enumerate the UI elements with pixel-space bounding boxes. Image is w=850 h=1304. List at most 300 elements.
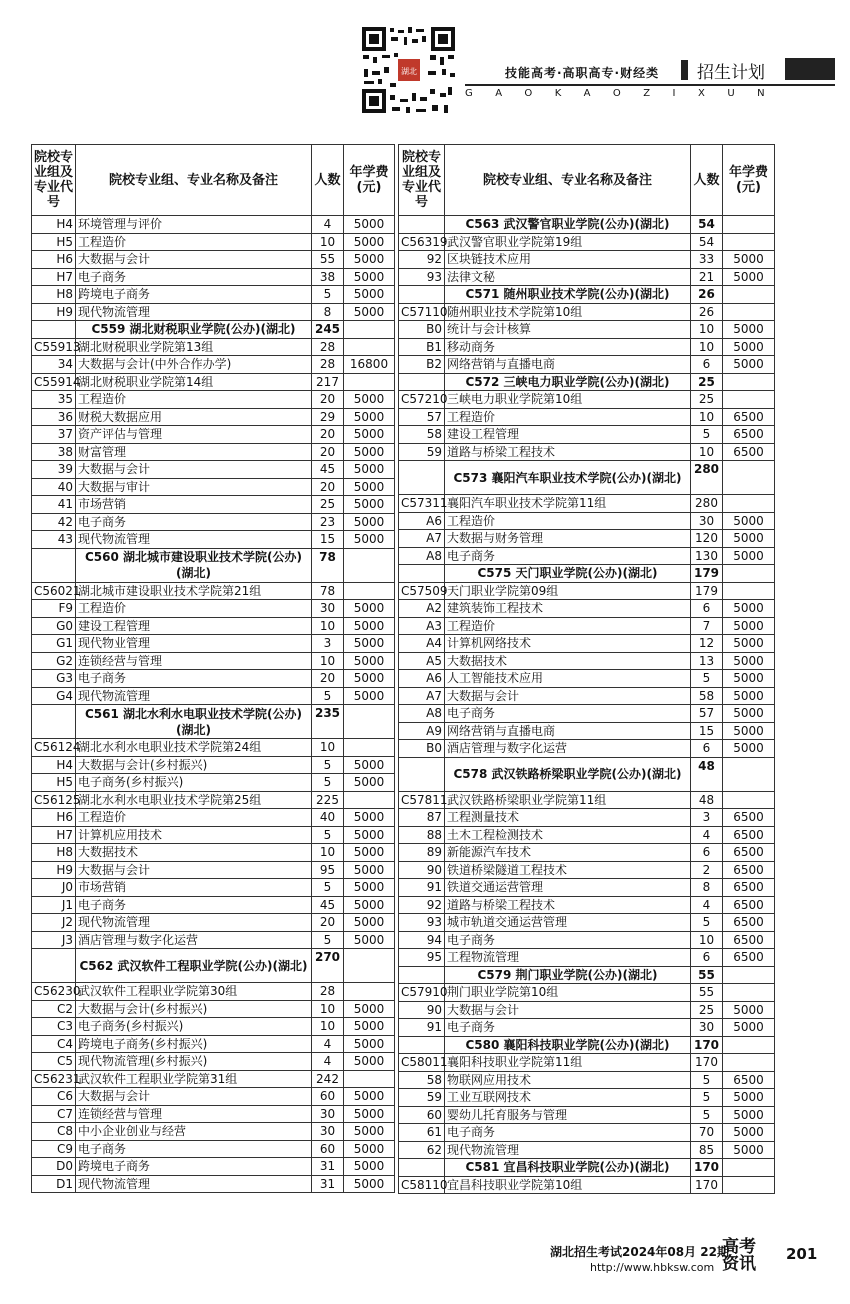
cell-count: 40 [312,809,344,827]
cell-code: C57110 [399,303,445,321]
group-row [32,373,395,391]
cell-fee: 5000 [344,268,395,286]
major-row [32,1053,395,1071]
major-row [32,1158,395,1176]
cell-fee: 5000 [344,303,395,321]
cell-count: 26 [691,286,723,304]
cell-count: 5 [312,687,344,705]
cell-fee: 5000 [723,338,775,356]
cell-fee: 6500 [723,861,775,879]
cell-name: 电子商务(乡村振兴) [76,1018,312,1036]
cell-name: C573 襄阳汽车职业技术学院(公办)(湖北) [445,461,691,495]
cell-name: 财富管理 [76,443,312,461]
cell-count: 38 [312,268,344,286]
cell-fee: 5000 [723,617,775,635]
major-row [32,600,395,618]
cell-name: C575 天门职业学院(公办)(湖北) [445,565,691,583]
cell-name: 武汉铁路桥梁职业学院第11组 [445,791,691,809]
footer-issue: 湖北招生考试2024年08月 22期 [550,1245,729,1259]
cell-name: 移动商务 [445,338,691,356]
cell-fee: 5000 [344,1035,395,1053]
cell-code: C56231 [32,1070,76,1088]
cell-name: 三峡电力职业学院第10组 [445,391,691,409]
major-row [399,1089,775,1107]
major-row [399,617,775,635]
major-row [399,1001,775,1019]
cell-count: 8 [691,879,723,897]
cell-fee [723,582,775,600]
cell-code: C57311 [399,495,445,513]
major-row [399,635,775,653]
cell-count: 20 [312,426,344,444]
cell-fee: 5000 [723,687,775,705]
cell-fee: 5000 [344,1158,395,1176]
cell-code: H6 [32,251,76,269]
cell-code [32,548,76,582]
cell-fee: 5000 [723,512,775,530]
cell-fee: 5000 [344,600,395,618]
cell-name: 电子商务(乡村振兴) [76,774,312,792]
cell-code: B2 [399,356,445,374]
cell-code: C5 [32,1053,76,1071]
qr-badge: 湖北 [401,67,417,76]
cell-fee: 5000 [344,513,395,531]
cell-code: 91 [399,1019,445,1037]
cell-code: A7 [399,687,445,705]
major-row [32,914,395,932]
cell-code: G3 [32,670,76,688]
cell-code: H8 [32,286,76,304]
cell-name: C563 武汉警官职业学院(公办)(湖北) [445,216,691,234]
cell-fee [344,548,395,582]
cell-fee: 6500 [723,426,775,444]
cell-fee [723,791,775,809]
cell-count: 217 [312,373,344,391]
cell-count: 45 [312,461,344,479]
cell-fee: 5000 [344,756,395,774]
cell-code: C56124 [32,739,76,757]
cell-code: C58011 [399,1054,445,1072]
cell-count: 60 [312,1088,344,1106]
qr-code [360,25,457,115]
cell-count: 31 [312,1158,344,1176]
cell-name: 物联网应用技术 [445,1071,691,1089]
cell-count: 5 [312,879,344,897]
enrollment-table-left [31,144,395,1193]
major-row [399,1106,775,1124]
cell-code: 36 [32,408,76,426]
cell-name: 工程造价 [445,512,691,530]
cell-code [399,461,445,495]
header-dark-block [785,58,835,80]
cell-name: 大数据与会计(乡村振兴) [76,1000,312,1018]
cell-fee: 5000 [344,1053,395,1071]
cell-count: 55 [312,251,344,269]
cell-code: B0 [399,740,445,758]
cell-code: C3 [32,1018,76,1036]
cell-count: 12 [691,635,723,653]
cell-count: 4 [312,1035,344,1053]
cell-count: 130 [691,547,723,565]
cell-fee: 5000 [723,652,775,670]
major-row [399,426,775,444]
cell-name: 人工智能技术应用 [445,670,691,688]
cell-code: C56319 [399,233,445,251]
cell-code: 38 [32,443,76,461]
cell-name: 武汉警官职业学院第19组 [445,233,691,251]
cell-name: 现代物流管理 [76,914,312,932]
cell-code: 92 [399,896,445,914]
cell-name: 计算机网络技术 [445,635,691,653]
cell-name: 计算机应用技术 [76,826,312,844]
major-row [32,233,395,251]
col-header-count: 人数 [312,145,344,216]
cell-count: 170 [691,1036,723,1054]
cell-name: 荆门职业学院第10组 [445,984,691,1002]
cell-name: C580 襄阳科技职业学院(公办)(湖北) [445,1036,691,1054]
major-row [32,478,395,496]
school-row [399,966,775,984]
cell-name: 电子商务 [76,1140,312,1158]
cell-name: 大数据与会计 [76,1088,312,1106]
cell-code: D0 [32,1158,76,1176]
cell-fee [723,391,775,409]
cell-fee: 5000 [344,617,395,635]
cell-count: 242 [312,1070,344,1088]
cell-count: 5 [691,426,723,444]
cell-fee [723,461,775,495]
cell-count: 5 [312,286,344,304]
cell-count: 170 [691,1159,723,1177]
cell-name: 建设工程管理 [445,426,691,444]
cell-name: C561 湖北水利水电职业技术学院(公办)(湖北) [76,705,312,739]
cell-fee: 5000 [344,809,395,827]
major-row [32,826,395,844]
major-row [399,687,775,705]
cell-count: 30 [312,1105,344,1123]
cell-count: 70 [691,1124,723,1142]
cell-code: 57 [399,408,445,426]
cell-fee [723,286,775,304]
cell-fee: 5000 [344,496,395,514]
cell-fee [344,705,395,739]
cell-name: 网络营销与直播电商 [445,356,691,374]
cell-count: 48 [691,757,723,791]
major-row [399,740,775,758]
cell-code: G4 [32,687,76,705]
cell-count: 5 [691,914,723,932]
cell-name: 电子商务 [76,896,312,914]
cell-code: G2 [32,652,76,670]
cell-count: 6 [691,844,723,862]
cell-code: 90 [399,1001,445,1019]
cell-count: 57 [691,705,723,723]
cell-code: H7 [32,268,76,286]
major-row [399,512,775,530]
cell-count: 225 [312,791,344,809]
cell-code: D1 [32,1175,76,1193]
cell-name: 现代物流管理(乡村振兴) [76,1053,312,1071]
cell-count: 20 [312,391,344,409]
cell-fee: 6500 [723,931,775,949]
cell-fee: 5000 [723,635,775,653]
cell-fee: 5000 [344,1088,395,1106]
cell-count: 25 [691,391,723,409]
cell-name: 环境管理与评价 [76,216,312,234]
cell-name: C578 武汉铁路桥梁职业学院(公办)(湖北) [445,757,691,791]
cell-name: 区块链技术应用 [445,251,691,269]
cell-count: 179 [691,565,723,583]
cell-count: 26 [691,303,723,321]
major-row [399,705,775,723]
group-row [32,791,395,809]
cell-count: 20 [312,443,344,461]
major-row [399,949,775,967]
group-row [399,582,775,600]
cell-fee: 5000 [344,1140,395,1158]
cell-fee: 5000 [344,408,395,426]
cell-count: 20 [312,914,344,932]
cell-count: 29 [312,408,344,426]
cell-name: 市场营销 [76,496,312,514]
major-row [32,443,395,461]
cell-fee: 5000 [723,722,775,740]
cell-code [399,373,445,391]
cell-count: 3 [312,635,344,653]
cell-count: 6 [691,949,723,967]
cell-code: G0 [32,617,76,635]
cell-fee: 5000 [723,1124,775,1142]
cell-code [399,966,445,984]
cell-fee: 5000 [723,1001,775,1019]
cell-name: 电子商务 [76,670,312,688]
cell-code: A4 [399,635,445,653]
major-row [399,547,775,565]
cell-name: 连锁经营与管理 [76,652,312,670]
major-row [399,914,775,932]
cell-code: C56125 [32,791,76,809]
cell-name: 现代物业管理 [76,635,312,653]
cell-name: 工程造价 [76,600,312,618]
cell-code: 88 [399,826,445,844]
cell-code [399,286,445,304]
cell-code: H7 [32,826,76,844]
enrollment-table-right [398,144,775,1194]
cell-fee: 6500 [723,949,775,967]
cell-count: 28 [312,356,344,374]
cell-count: 170 [691,1054,723,1072]
cell-fee: 5000 [723,356,775,374]
cell-fee [723,216,775,234]
cell-code: A9 [399,722,445,740]
cell-fee: 5000 [344,391,395,409]
cell-code [399,216,445,234]
major-row [32,531,395,549]
cell-code: 58 [399,1071,445,1089]
cell-name: 襄阳科技职业学院第11组 [445,1054,691,1072]
cell-name: 工程造价 [76,391,312,409]
cell-fee [344,373,395,391]
cell-fee [723,373,775,391]
cell-count: 5 [312,826,344,844]
cell-fee: 5000 [344,461,395,479]
major-row [32,1035,395,1053]
cell-fee: 5000 [344,233,395,251]
cell-count: 245 [312,321,344,339]
school-row [399,373,775,391]
col-header-code: 院校专业组及专业代号 [399,145,445,216]
major-row [399,879,775,897]
school-row [399,1036,775,1054]
cell-code: 58 [399,426,445,444]
cell-code: 94 [399,931,445,949]
major-row [32,1018,395,1036]
cell-fee: 5000 [723,705,775,723]
major-row [32,1123,395,1141]
cell-code: A8 [399,705,445,723]
cell-count: 55 [691,984,723,1002]
header-pinyin: GAOKAOZIXUN [465,88,788,99]
cell-fee: 6500 [723,408,775,426]
cell-fee [723,233,775,251]
major-row [399,670,775,688]
cell-name: C571 随州职业技术学院(公办)(湖北) [445,286,691,304]
cell-name: 随州职业技术学院第10组 [445,303,691,321]
major-row [399,844,775,862]
cell-code [399,757,445,791]
cell-code [32,321,76,339]
cell-fee: 5000 [344,478,395,496]
cell-name: 湖北水利水电职业技术学院第24组 [76,739,312,757]
major-row [399,356,775,374]
cell-count: 15 [312,531,344,549]
major-row [399,896,775,914]
cell-fee: 5000 [344,826,395,844]
cell-fee: 6500 [723,896,775,914]
cell-fee: 6500 [723,844,775,862]
cell-name: 工程造价 [76,809,312,827]
cell-name: C581 宜昌科技职业学院(公办)(湖北) [445,1159,691,1177]
cell-fee: 5000 [344,1018,395,1036]
group-row [32,983,395,1001]
cell-fee [344,949,395,983]
cell-fee: 5000 [344,443,395,461]
cell-name: 工程造价 [445,408,691,426]
cell-fee: 5000 [723,740,775,758]
cell-code: 89 [399,844,445,862]
group-row [399,984,775,1002]
cell-count: 30 [312,600,344,618]
cell-count: 28 [312,338,344,356]
major-row [32,303,395,321]
cell-count: 95 [312,861,344,879]
cell-count: 30 [312,1123,344,1141]
cell-code: B1 [399,338,445,356]
cell-count: 54 [691,216,723,234]
cell-fee: 5000 [344,687,395,705]
cell-code: J3 [32,931,76,949]
cell-fee: 6500 [723,1071,775,1089]
major-row [32,513,395,531]
page-number: 201 [786,1245,818,1263]
cell-count: 10 [691,443,723,461]
major-row [399,1124,775,1142]
cell-fee: 5000 [723,1089,775,1107]
cell-name: 电子商务 [445,1019,691,1037]
cell-name: 湖北水利水电职业技术学院第25组 [76,791,312,809]
cell-code: C55914 [32,373,76,391]
cell-code: 60 [399,1106,445,1124]
cell-code: C57509 [399,582,445,600]
cell-name: 大数据与会计(乡村振兴) [76,756,312,774]
cell-name: 网络营销与直播电商 [445,722,691,740]
cell-count: 60 [312,1140,344,1158]
cell-count: 179 [691,582,723,600]
cell-fee: 5000 [723,670,775,688]
cell-code: C57210 [399,391,445,409]
major-row [32,687,395,705]
cell-code: C4 [32,1035,76,1053]
cell-code: 93 [399,914,445,932]
major-row [399,809,775,827]
cell-name: 道路与桥梁工程技术 [445,443,691,461]
cell-count: 30 [691,1019,723,1037]
cell-fee: 6500 [723,826,775,844]
cell-code: 39 [32,461,76,479]
group-row [32,739,395,757]
cell-code: 37 [32,426,76,444]
cell-name: 大数据与会计(中外合作办学) [76,356,312,374]
cell-code: H9 [32,861,76,879]
cell-count: 3 [691,809,723,827]
cell-name: 土木工程检测技术 [445,826,691,844]
cell-count: 55 [691,966,723,984]
cell-code: A7 [399,530,445,548]
cell-code: H8 [32,844,76,862]
cell-code: H6 [32,809,76,827]
cell-code: H9 [32,303,76,321]
cell-fee: 6500 [723,809,775,827]
cell-fee: 5000 [344,1175,395,1193]
cell-fee [723,565,775,583]
cell-name: 大数据与会计 [76,251,312,269]
cell-name: 大数据与会计 [445,1001,691,1019]
cell-fee [723,984,775,1002]
major-row [32,1088,395,1106]
cell-fee [723,1159,775,1177]
cell-fee: 5000 [344,531,395,549]
cell-name: 现代物流管理 [76,303,312,321]
cell-code: G1 [32,635,76,653]
major-row [32,896,395,914]
major-row [399,1141,775,1159]
cell-count: 2 [691,861,723,879]
cell-name: 大数据技术 [445,652,691,670]
cell-count: 13 [691,652,723,670]
major-row [32,268,395,286]
cell-count: 15 [691,722,723,740]
cell-code: C56021 [32,582,76,600]
cell-fee [344,582,395,600]
group-row [399,391,775,409]
footer-url: http://www.hbksw.com [590,1261,715,1274]
cell-name: 工程造价 [76,233,312,251]
cell-name: 大数据与会计 [76,461,312,479]
cell-count: 10 [312,652,344,670]
header-bar [681,60,688,80]
cell-fee: 5000 [344,931,395,949]
major-row [399,652,775,670]
